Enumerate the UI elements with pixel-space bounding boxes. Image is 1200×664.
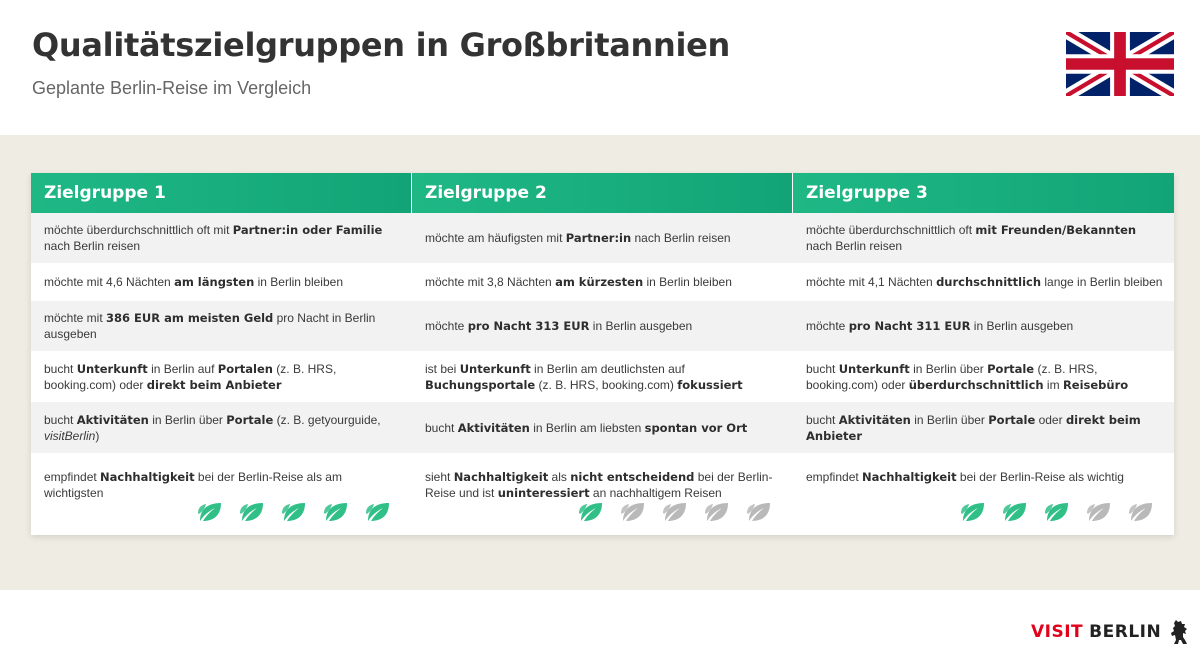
cell-text-bold: spontan vor Ort	[644, 420, 748, 435]
cell-text-part: möchte überdurchschnittlich oft mit	[44, 223, 233, 237]
cell-text	[806, 412, 1164, 444]
leaf-icon-active	[197, 500, 223, 524]
cell-text-part: in Berlin am liebsten	[529, 420, 645, 435]
cell-text-part: empfindet	[806, 470, 863, 484]
cell-text-bold: Nachhaltigkeit	[453, 470, 549, 484]
table-cell	[31, 301, 411, 351]
cell-text-bold: Nachhaltigkeit	[862, 470, 957, 484]
leaf-icon-inactive	[1086, 500, 1112, 524]
cell-text-bold: am längsten	[174, 275, 255, 289]
table-cell	[31, 263, 411, 301]
leaf-icon-inactive	[704, 500, 730, 524]
leaf-icon-active	[323, 500, 349, 524]
cell-text-bold: 386 EUR am meisten Geld	[106, 311, 274, 325]
logo-visit-text: VISIT	[1031, 622, 1084, 642]
cell-text-bold: Nachhaltigkeit	[100, 470, 195, 484]
cell-text	[44, 412, 401, 444]
leaf-icon-active	[1044, 500, 1070, 524]
table-row	[31, 263, 1174, 301]
cell-text-part: bucht	[806, 361, 839, 376]
cell-text-part: sieht	[425, 470, 454, 484]
cell-text	[806, 361, 1164, 393]
logo-berlin-text: BERLIN	[1089, 622, 1162, 642]
cell-text-part: bucht	[44, 412, 77, 427]
cell-text-part: in Berlin über	[910, 412, 989, 427]
cell-text	[425, 274, 732, 290]
page-title: Qualitätszielgruppen in Großbritannien	[32, 26, 731, 64]
cell-text-part: möchte	[806, 319, 849, 333]
cell-text-part: pro Nacht in Berlin ausgeben	[44, 311, 376, 341]
cell-text-bold: Reisebüro	[1062, 377, 1129, 392]
table-cell	[31, 213, 411, 263]
leaf-icon-inactive	[662, 500, 688, 524]
column-header-zielgruppe-2: Zielgruppe 2	[412, 173, 792, 213]
cell-text-part: nach Berlin reisen	[806, 239, 903, 253]
cell-text-part: nach Berlin reisen	[44, 239, 141, 253]
cell-text-part: möchte mit 4,6 Nächten	[44, 275, 175, 289]
leaf-icon-active	[1002, 500, 1028, 524]
table-header	[31, 173, 1174, 213]
table-cell	[31, 351, 411, 402]
cell-text	[425, 469, 782, 501]
cell-text-part: (z. B. HRS, booking.com) oder	[806, 361, 1098, 392]
table-cell	[412, 263, 792, 301]
cell-text-part: bucht	[44, 361, 77, 376]
cell-text-bold: Unterkunft	[76, 361, 148, 376]
sustainability-rating	[578, 500, 772, 524]
cell-text-part: in Berlin bleiben	[254, 275, 343, 289]
leaf-icon-active	[239, 500, 265, 524]
cell-text-part: in Berlin am deutlichsten auf	[530, 361, 685, 376]
table-row	[31, 213, 1174, 263]
cell-text-part: in Berlin auf	[147, 361, 218, 376]
cell-text	[425, 230, 731, 246]
table-cell	[793, 402, 1174, 453]
table-cell	[31, 402, 411, 453]
cell-text-bold: uninteressiert	[497, 486, 590, 500]
table-cell	[793, 453, 1174, 535]
cell-text-part: möchte mit	[44, 311, 107, 325]
sustainability-rating	[197, 500, 391, 524]
cell-text-part: lange in Berlin bleiben	[1041, 275, 1163, 289]
cell-text-part: (z. B. HRS, booking.com)	[535, 377, 678, 392]
table-cell	[793, 263, 1174, 301]
cell-text	[44, 361, 401, 393]
table-cell	[412, 402, 792, 453]
cell-text	[44, 222, 401, 254]
table-row	[31, 351, 1174, 402]
table-cell	[412, 213, 792, 263]
cell-text-bold: Unterkunft	[838, 361, 910, 376]
cell-text-bold: mit Freunden/Bekannten	[975, 223, 1137, 237]
table-cell	[412, 453, 792, 535]
page-subtitle: Geplante Berlin-Reise im Vergleich	[32, 78, 312, 98]
cell-text-bold: Partner:in oder Familie	[232, 223, 383, 237]
cell-text-bold: pro Nacht 313 EUR	[467, 319, 590, 333]
cell-text-bold: Partner:in	[565, 231, 632, 245]
table-row	[31, 453, 1174, 535]
cell-text-part: in Berlin bleiben	[643, 275, 732, 289]
cell-text	[44, 274, 343, 290]
cell-text	[44, 469, 401, 501]
leaf-icon-inactive	[1128, 500, 1154, 524]
cell-text-bold: Aktivitäten	[838, 412, 911, 427]
cell-text-bold: am kürzesten	[555, 275, 644, 289]
cell-text-bold: Aktivitäten	[457, 420, 530, 435]
table-cell	[412, 351, 792, 402]
cell-text-part: bei der Berlin-Reise als am wichtigsten	[44, 470, 342, 500]
cell-text	[806, 222, 1164, 254]
cell-text-part: bei der Berlin-Reise als wichtig	[956, 470, 1124, 484]
cell-text-bold: direkt beim Anbieter	[806, 412, 1141, 443]
visit-berlin-logo	[1031, 619, 1189, 645]
berlin-bear-icon	[1169, 619, 1189, 645]
sustainability-rating	[960, 500, 1154, 524]
cell-text-bold: pro Nacht 311 EUR	[848, 319, 971, 333]
cell-text-part: bucht	[425, 420, 458, 435]
leaf-icon-active	[578, 500, 604, 524]
cell-text-part: möchte	[425, 319, 468, 333]
cell-text-bold: Portale	[226, 412, 274, 427]
cell-text-part: bucht	[806, 412, 839, 427]
cell-text-part: in Berlin ausgeben	[970, 319, 1074, 333]
table-cell	[793, 301, 1174, 351]
cell-text-part: an nachhaltigem Reisen	[589, 486, 722, 500]
table-cell	[793, 351, 1174, 402]
cell-text-bold: Portale	[988, 412, 1036, 427]
column-header-zielgruppe-1: Zielgruppe 1	[31, 173, 411, 213]
comparison-table	[31, 173, 1174, 535]
cell-text-part: bei der Berlin-Reise und ist	[425, 470, 773, 500]
cell-text-bold: fokussiert	[677, 377, 743, 392]
cell-text	[806, 318, 1073, 334]
uk-flag-icon	[1066, 32, 1174, 96]
cell-text-bold: Portale	[987, 361, 1035, 376]
cell-text-part: (z. B. HRS, booking.com) oder	[44, 361, 337, 392]
cell-text-bold: nicht entscheidend	[570, 470, 695, 484]
cell-text-bold: direkt beim Anbieter	[146, 377, 282, 392]
cell-text-part: empfindet	[44, 470, 101, 484]
table-cell	[793, 213, 1174, 263]
table-row	[31, 301, 1174, 351]
leaf-icon-active	[281, 500, 307, 524]
cell-text-part: möchte mit 3,8 Nächten	[425, 275, 556, 289]
cell-text	[806, 469, 1124, 485]
cell-text-part: (z. B. getyourguide,	[273, 412, 381, 427]
leaf-icon-inactive	[620, 500, 646, 524]
cell-text-part: in Berlin ausgeben	[589, 319, 693, 333]
leaf-icon-inactive	[746, 500, 772, 524]
table-row	[31, 402, 1174, 453]
cell-text-part: in Berlin über	[148, 412, 227, 427]
column-header-zielgruppe-3: Zielgruppe 3	[793, 173, 1174, 213]
cell-text-italic: visitBerlin	[44, 428, 96, 443]
cell-text-part: oder	[1035, 412, 1066, 427]
cell-text-part: )	[95, 428, 100, 443]
leaf-icon-active	[960, 500, 986, 524]
cell-text-part: nach Berlin reisen	[631, 231, 731, 245]
cell-text-part: möchte überdurchschnittlich oft	[806, 223, 976, 237]
cell-text-part: ist bei	[425, 361, 460, 376]
cell-text	[806, 274, 1162, 290]
cell-text	[44, 310, 401, 342]
cell-text-bold: überdurchschnittlich	[908, 377, 1044, 392]
table-cell	[31, 453, 411, 535]
cell-text	[425, 420, 747, 436]
cell-text-part: möchte mit 4,1 Nächten	[806, 275, 937, 289]
table-cell	[412, 301, 792, 351]
cell-text-bold: Aktivitäten	[76, 412, 149, 427]
cell-text	[425, 318, 692, 334]
header	[0, 0, 1200, 135]
cell-text-bold: Buchungsportale	[425, 377, 536, 392]
leaf-icon-active	[365, 500, 391, 524]
cell-text-bold: durchschnittlich	[936, 275, 1042, 289]
cell-text-bold: Portalen	[217, 361, 273, 376]
cell-text-part: als	[548, 470, 571, 484]
cell-text-part: in Berlin über	[909, 361, 988, 376]
cell-text-part: möchte am häufigsten mit	[425, 231, 566, 245]
cell-text	[425, 361, 782, 393]
cell-text-part: im	[1043, 377, 1063, 392]
cell-text-bold: Unterkunft	[459, 361, 531, 376]
